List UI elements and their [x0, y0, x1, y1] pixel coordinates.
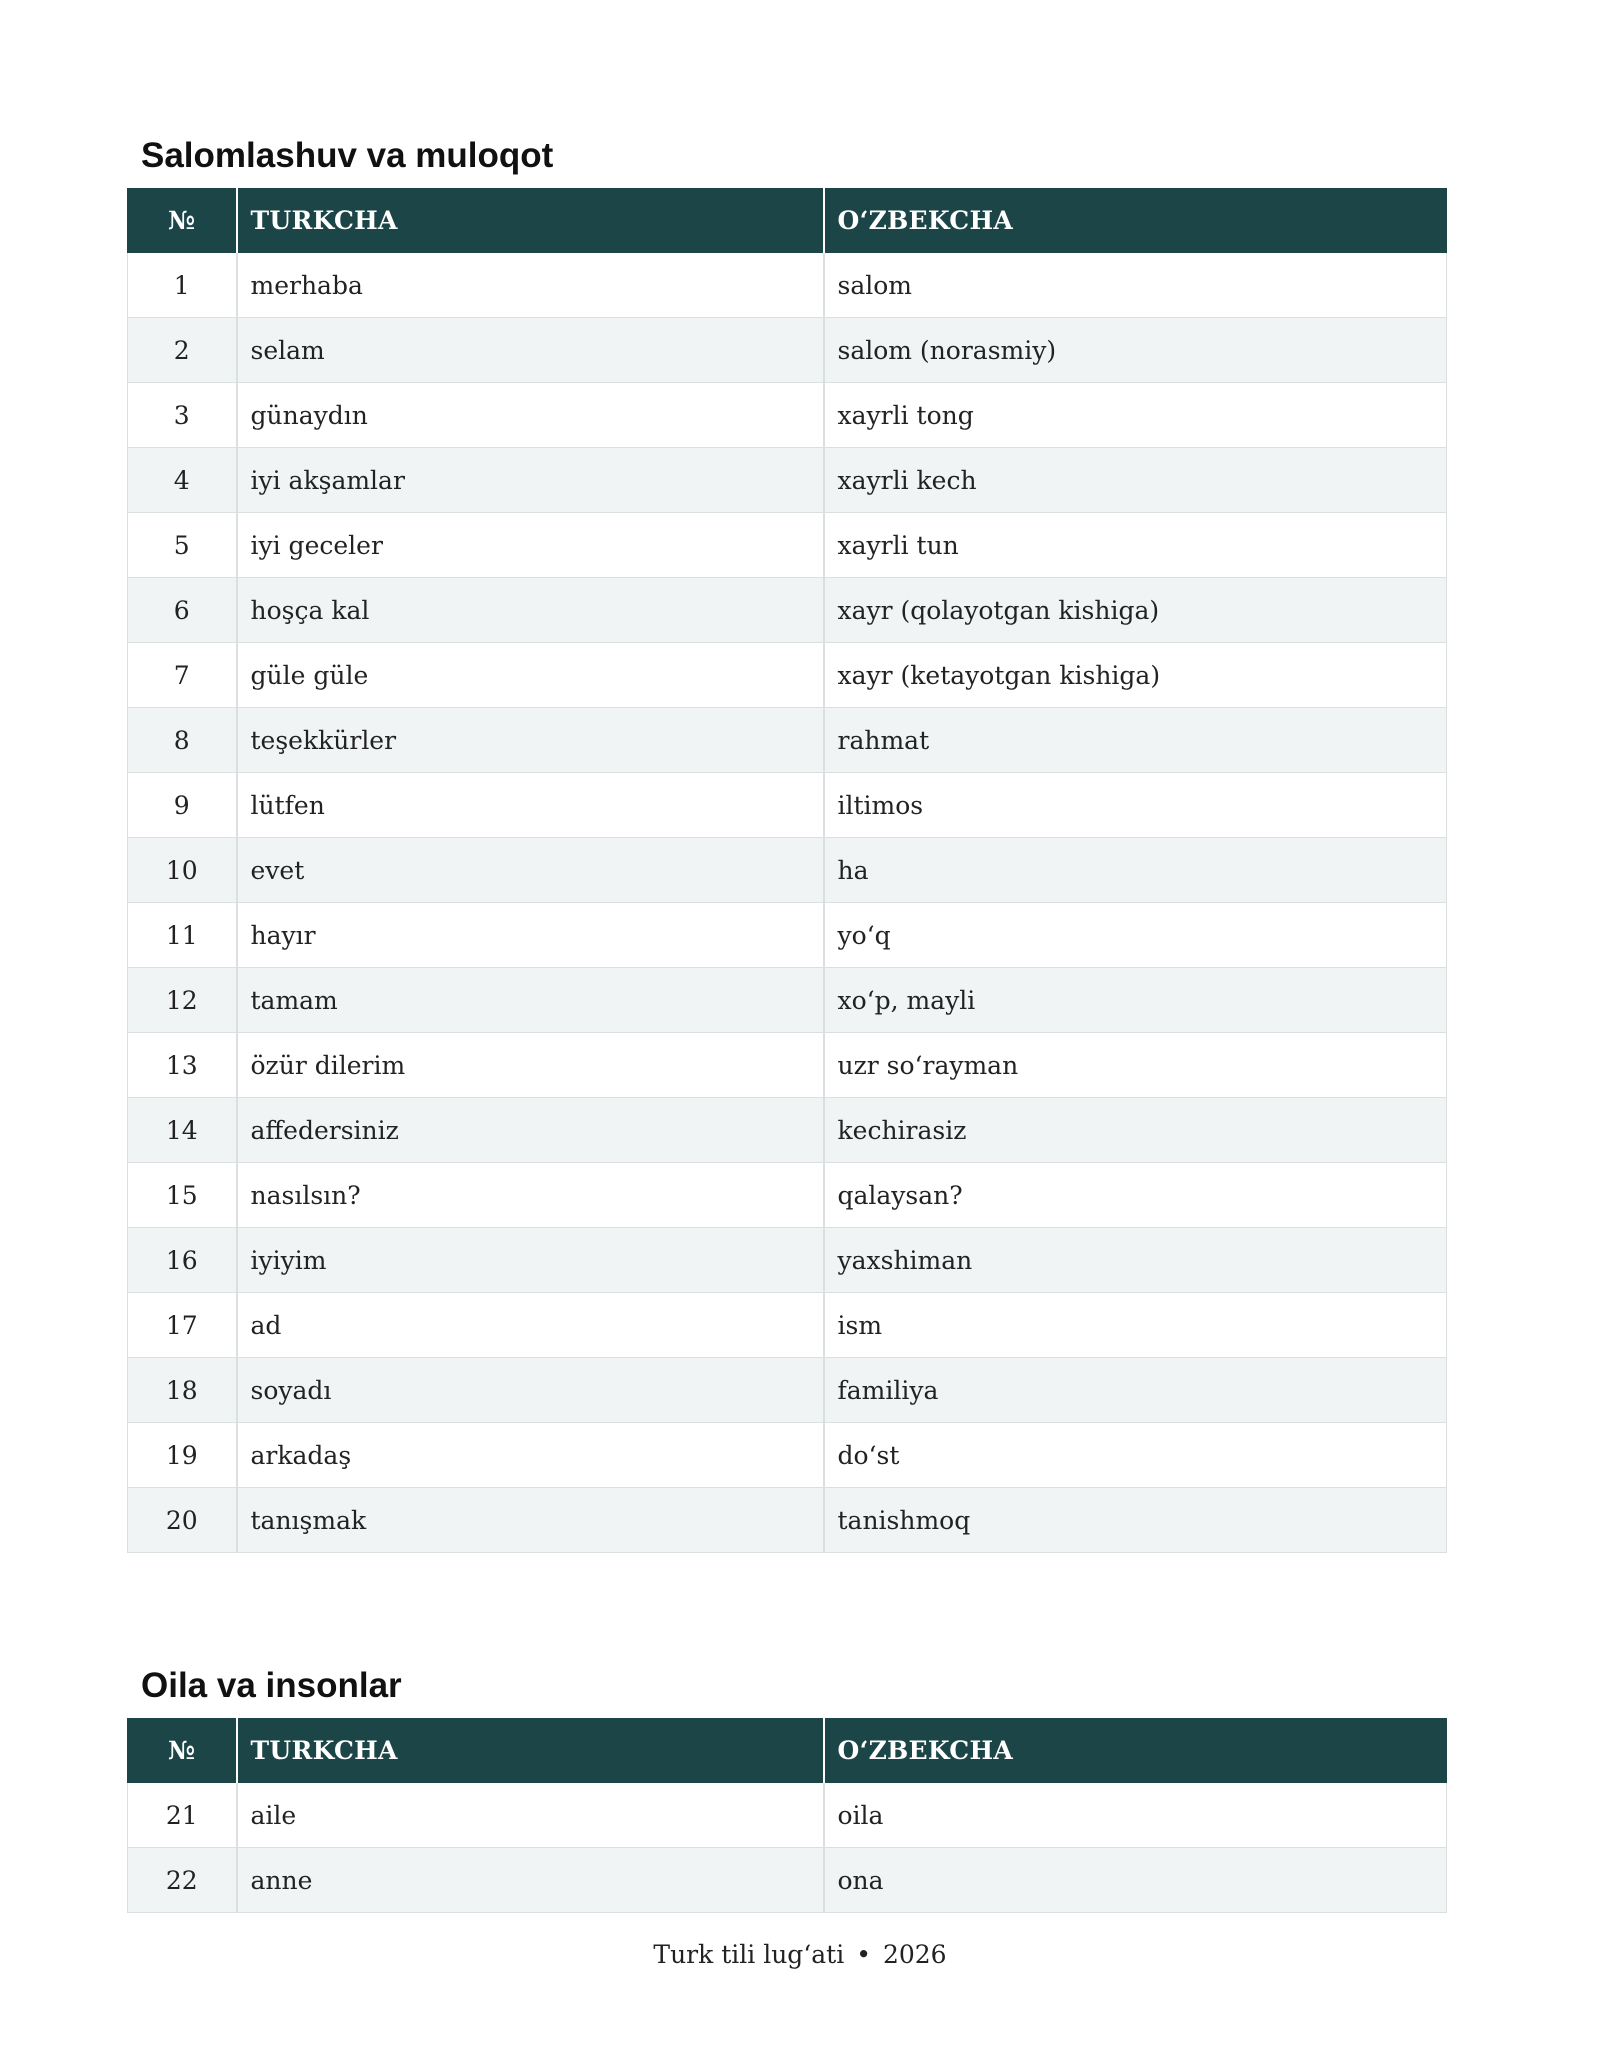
table-row — [128, 1033, 1447, 1098]
row-number: 4 — [128, 448, 237, 513]
row-number: 14 — [128, 1098, 237, 1163]
table-row — [128, 968, 1447, 1033]
section-family — [127, 1660, 1446, 1913]
turkish-word: merhaba — [237, 253, 824, 318]
column-header-number: № — [128, 189, 237, 253]
table-row — [128, 708, 1447, 773]
turkish-word: hoşça kal — [237, 578, 824, 643]
vocabulary-table — [127, 188, 1447, 1553]
row-number: 8 — [128, 708, 237, 773]
uzbek-word: xayr (qolayotgan kishiga) — [824, 578, 1447, 643]
uzbek-word: oila — [824, 1783, 1447, 1848]
table-row — [128, 513, 1447, 578]
footer-year: 2026 — [882, 1940, 947, 1969]
turkish-word: hayır — [237, 903, 824, 968]
column-header-uzbek: O‘ZBEKCHA — [824, 1719, 1447, 1783]
table-row — [128, 383, 1447, 448]
turkish-word: lütfen — [237, 773, 824, 838]
column-header-uzbek: O‘ZBEKCHA — [824, 189, 1447, 253]
uzbek-word: kechirasiz — [824, 1098, 1447, 1163]
table-row — [128, 838, 1447, 903]
table-row — [128, 1098, 1447, 1163]
row-number: 6 — [128, 578, 237, 643]
table-row — [128, 1163, 1447, 1228]
turkish-word: nasılsın? — [237, 1163, 824, 1228]
table-row — [128, 1848, 1447, 1913]
uzbek-word: iltimos — [824, 773, 1447, 838]
uzbek-word: ona — [824, 1848, 1447, 1913]
table-header-row — [128, 1719, 1447, 1783]
turkish-word: teşekkürler — [237, 708, 824, 773]
uzbek-word: xayrli tun — [824, 513, 1447, 578]
turkish-word: selam — [237, 318, 824, 383]
section-title: Salomlashuv va muloqot — [141, 136, 554, 175]
uzbek-word: xo‘p, mayli — [824, 968, 1447, 1033]
uzbek-word: salom (norasmiy) — [824, 318, 1447, 383]
table-row — [128, 1293, 1447, 1358]
table-row — [128, 1488, 1447, 1553]
section-greetings — [127, 130, 1446, 1553]
section-title: Oila va insonlar — [141, 1666, 402, 1705]
uzbek-word: xayr (ketayotgan kishiga) — [824, 643, 1447, 708]
uzbek-word: uzr so‘rayman — [824, 1033, 1447, 1098]
row-number: 20 — [128, 1488, 237, 1553]
uzbek-word: do‘st — [824, 1423, 1447, 1488]
uzbek-word: salom — [824, 253, 1447, 318]
turkish-word: tanışmak — [237, 1488, 824, 1553]
turkish-word: özür dilerim — [237, 1033, 824, 1098]
table-row — [128, 448, 1447, 513]
turkish-word: evet — [237, 838, 824, 903]
row-number: 3 — [128, 383, 237, 448]
turkish-word: arkadaş — [237, 1423, 824, 1488]
row-number: 1 — [128, 253, 237, 318]
turkish-word: güle güle — [237, 643, 824, 708]
page-footer — [0, 1940, 1600, 1969]
row-number: 18 — [128, 1358, 237, 1423]
table-row — [128, 578, 1447, 643]
vocabulary-table — [127, 1718, 1447, 1913]
column-header-number: № — [128, 1719, 237, 1783]
uzbek-word: yo‘q — [824, 903, 1447, 968]
footer-title: Turk tili lug‘ati — [653, 1940, 845, 1969]
table-row — [128, 1423, 1447, 1488]
uzbek-word: ism — [824, 1293, 1447, 1358]
row-number: 7 — [128, 643, 237, 708]
turkish-word: soyadı — [237, 1358, 824, 1423]
row-number: 21 — [128, 1783, 237, 1848]
turkish-word: aile — [237, 1783, 824, 1848]
uzbek-word: xayrli tong — [824, 383, 1447, 448]
table-row — [128, 1358, 1447, 1423]
table-row — [128, 773, 1447, 838]
table-row — [128, 643, 1447, 708]
turkish-word: ad — [237, 1293, 824, 1358]
row-number: 11 — [128, 903, 237, 968]
table-row — [128, 318, 1447, 383]
table-row — [128, 1783, 1447, 1848]
uzbek-word: rahmat — [824, 708, 1447, 773]
turkish-word: günaydın — [237, 383, 824, 448]
row-number: 17 — [128, 1293, 237, 1358]
row-number: 13 — [128, 1033, 237, 1098]
column-header-turkish: TURKCHA — [237, 1719, 824, 1783]
row-number: 12 — [128, 968, 237, 1033]
row-number: 5 — [128, 513, 237, 578]
turkish-word: iyi akşamlar — [237, 448, 824, 513]
uzbek-word: qalaysan? — [824, 1163, 1447, 1228]
turkish-word: tamam — [237, 968, 824, 1033]
row-number: 19 — [128, 1423, 237, 1488]
uzbek-word: yaxshiman — [824, 1228, 1447, 1293]
table-row — [128, 903, 1447, 968]
row-number: 15 — [128, 1163, 237, 1228]
turkish-word: iyi geceler — [237, 513, 824, 578]
row-number: 9 — [128, 773, 237, 838]
turkish-word: anne — [237, 1848, 824, 1913]
row-number: 10 — [128, 838, 237, 903]
turkish-word: iyiyim — [237, 1228, 824, 1293]
column-header-turkish: TURKCHA — [237, 189, 824, 253]
uzbek-word: xayrli kech — [824, 448, 1447, 513]
table-row — [128, 253, 1447, 318]
footer-separator: • — [856, 1940, 871, 1969]
uzbek-word: tanishmoq — [824, 1488, 1447, 1553]
uzbek-word: ha — [824, 838, 1447, 903]
row-number: 22 — [128, 1848, 237, 1913]
uzbek-word: familiya — [824, 1358, 1447, 1423]
table-row — [128, 1228, 1447, 1293]
row-number: 16 — [128, 1228, 237, 1293]
turkish-word: affedersiniz — [237, 1098, 824, 1163]
table-header-row — [128, 189, 1447, 253]
row-number: 2 — [128, 318, 237, 383]
